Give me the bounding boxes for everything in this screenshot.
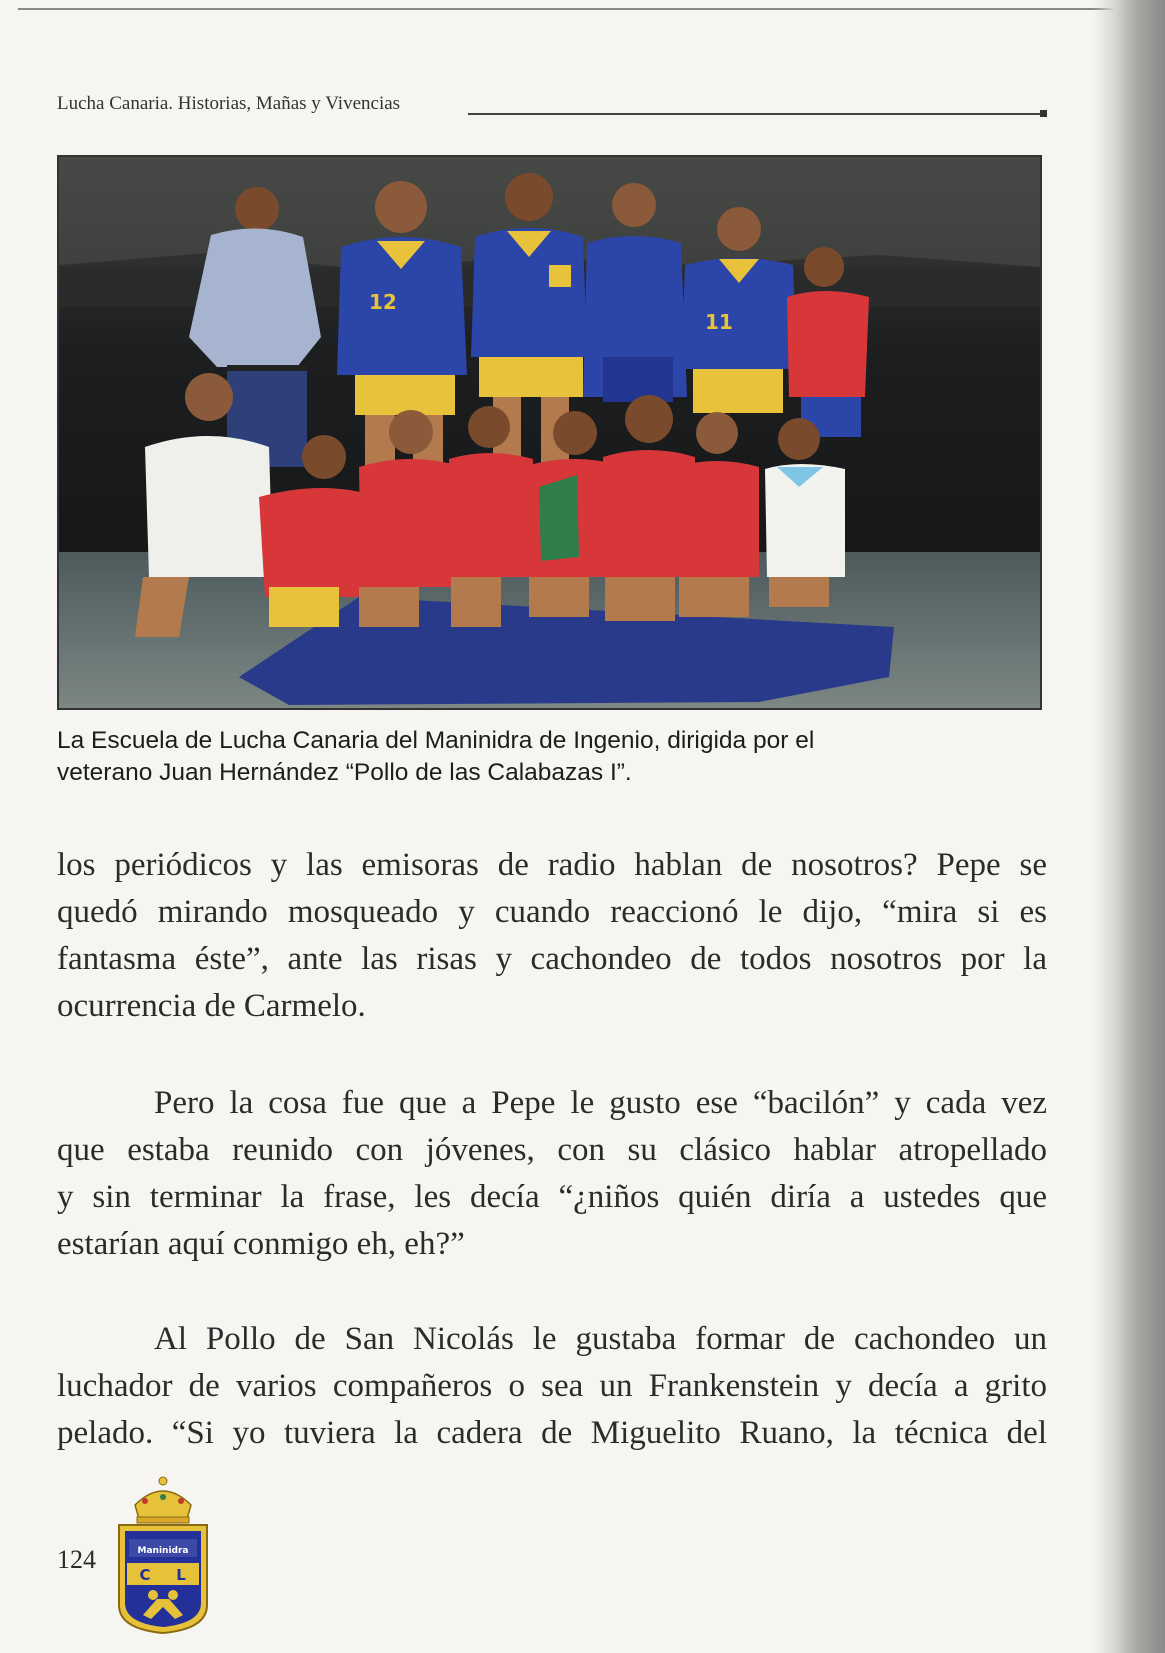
text-line: luchador de varios compañeros o sea un Frankenstein y decía a grito <box>57 1368 1047 1404</box>
maninidra-logo <box>113 1475 213 1635</box>
page-number: 124 <box>57 1545 96 1574</box>
header-rule <box>468 113 1043 115</box>
logo-letter-l: L <box>176 1566 186 1584</box>
scan-edge-line <box>18 8 1118 10</box>
text-line: los periódicos y las emisoras de radio hablan de nosotros? Pepe se <box>57 847 1047 883</box>
text-line: quedó mirando mosqueado y cuando reaccionó le dijo, “mira si es <box>57 894 1047 930</box>
paragraph-1 <box>57 842 1047 1030</box>
page-curl-shadow <box>1093 0 1165 1653</box>
text-line: estarían aquí conmigo eh, eh?” <box>57 1226 465 1262</box>
caption-line: La Escuela de Lucha Canaria del Maninidra de Ingenio, dirigida por el <box>57 727 815 754</box>
jersey-number-11: 11 <box>705 310 733 334</box>
text-line: Pero la cosa fue que a Pepe le gusto ese “bacilón” y cada vez <box>154 1085 1047 1121</box>
text-line: pelado. “Si yo tuviera la cadera de Miguelito Ruano, la técnica del <box>57 1415 1047 1451</box>
text-line: ocurrencia de Carmelo. <box>57 988 366 1024</box>
text-line: y sin terminar la frase, les decía “¿niños quién diría a ustedes que <box>57 1179 1047 1215</box>
team-photo <box>57 155 1042 710</box>
header-rule-end <box>1040 110 1047 117</box>
crown-icon <box>135 1477 191 1523</box>
photo-caption <box>57 725 1047 789</box>
paragraph-3 <box>57 1316 1047 1457</box>
jersey-number-12: 12 <box>369 290 397 314</box>
text-line: Al Pollo de San Nicolás le gustaba formar de cachondeo un <box>154 1321 1047 1357</box>
caption-line: veterano Juan Hernández “Pollo de las Calabazas I”. <box>57 759 632 786</box>
running-header: Lucha Canaria. Historias, Mañas y Vivencias <box>57 93 401 114</box>
text-line: fantasma éste”, ante las risas y cachondeo de todos nosotros por la <box>57 941 1047 977</box>
paragraph-2 <box>57 1080 1047 1268</box>
logo-name: Maninidra <box>137 1546 189 1556</box>
logo-letter-c: C <box>139 1566 151 1584</box>
text-line: que estaba reunido con jóvenes, con su clásico hablar atropellado <box>57 1132 1047 1168</box>
